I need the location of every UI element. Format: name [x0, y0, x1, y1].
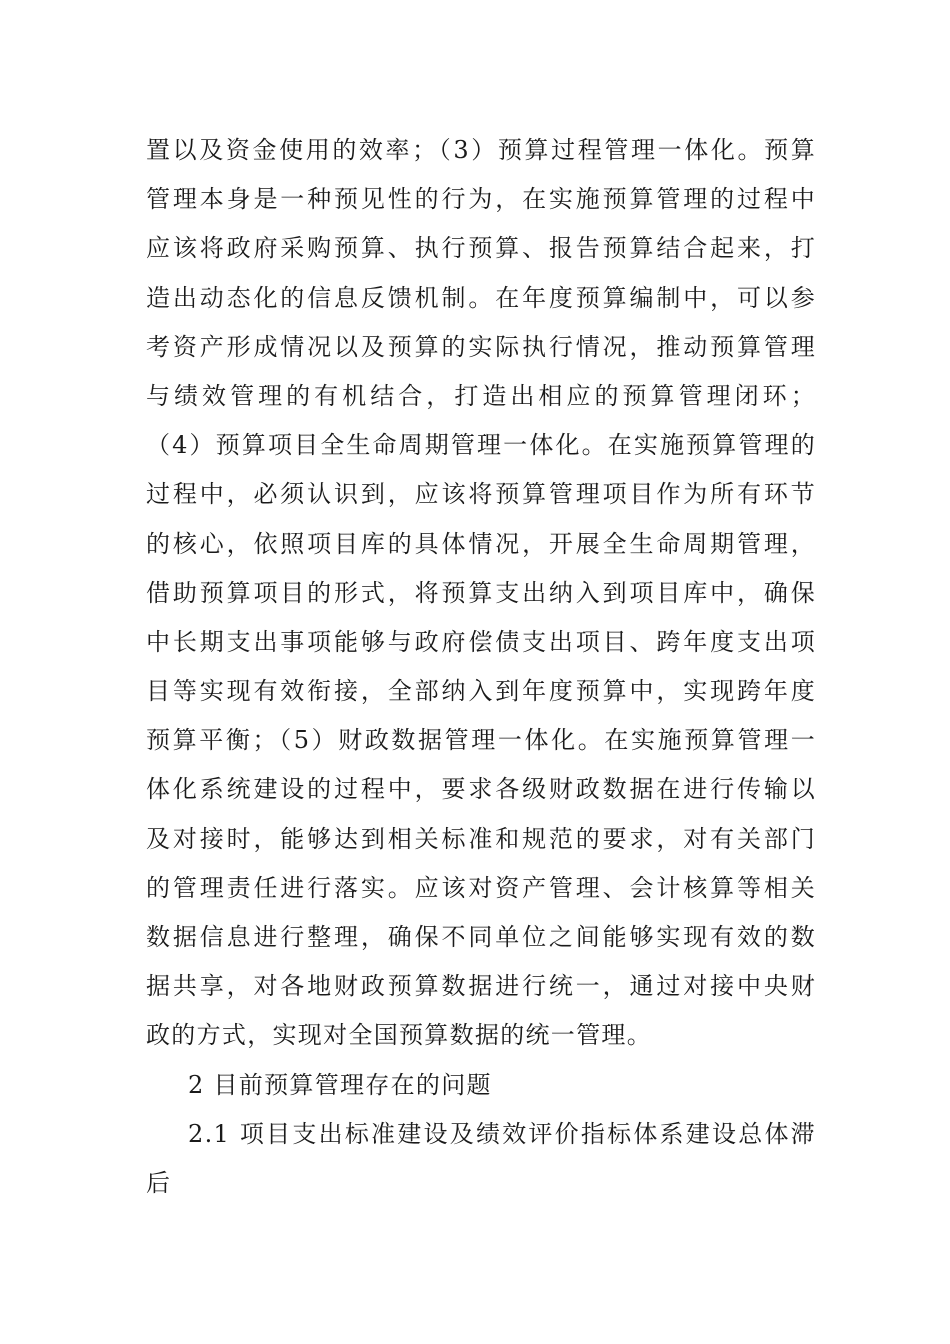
document-text — [146, 126, 816, 1208]
paragraph-line: 的管理责任进行落实。应该对资产管理、会计核算等相关 — [146, 873, 816, 902]
paragraph-line: 目等实现有效衔接，全部纳入到年度预算中，实现跨年度 — [146, 677, 816, 706]
paragraph-line: 造出动态化的信息反馈机制。在年度预算编制中，可以参 — [146, 283, 816, 312]
paragraph-line: 与绩效管理的有机结合，打造出相应的预算管理闭环； — [146, 381, 816, 410]
paragraph-line: 过程中，必须认识到，应该将预算管理项目作为所有环节 — [146, 480, 816, 509]
paragraph-line: 置以及资金使用的效率；（3）预算过程管理一体化。预算 — [146, 136, 816, 164]
paragraph-line: 考资产形成情况以及预算的实际执行情况，推动预算管理 — [146, 332, 816, 361]
paragraph-line: 的核心，依照项目库的具体情况，开展全生命周期管理， — [146, 529, 816, 558]
paragraph-line: 据共享，对各地财政预算数据进行统一，通过对接中央财 — [146, 972, 816, 1001]
section-heading: 2 目前预算管理存在的问题 — [188, 1070, 492, 1099]
paragraph-line: 应该将政府采购预算、执行预算、报告预算结合起来，打 — [146, 234, 816, 263]
paragraph-line: 体化系统建设的过程中，要求各级财政数据在进行传输以 — [146, 775, 816, 804]
paragraph-line: 管理本身是一种预见性的行为，在实施预算管理的过程中 — [146, 185, 816, 214]
subsection-heading: 2.1 项目支出标准建设及绩效评价指标体系建设总体滞 — [188, 1119, 816, 1148]
paragraph-line: （4）预算项目全生命周期管理一体化。在实施预算管理的 — [146, 431, 816, 460]
paragraph-line: 及对接时，能够达到相关标准和规范的要求，对有关部门 — [146, 824, 816, 853]
paragraph-line: 数据信息进行整理，确保不同单位之间能够实现有效的数 — [146, 923, 816, 951]
paragraph-line: 借助预算项目的形式，将预算支出纳入到项目库中，确保 — [146, 578, 816, 607]
paragraph-line: 预算平衡；（5）财政数据管理一体化。在实施预算管理一 — [146, 726, 816, 755]
subsection-heading-continuation: 后 — [146, 1168, 172, 1197]
paragraph-line: 政的方式，实现对全国预算数据的统一管理。 — [146, 1021, 652, 1050]
paragraph-line: 中长期支出事项能够与政府偿债支出项目、跨年度支出项 — [146, 627, 816, 656]
